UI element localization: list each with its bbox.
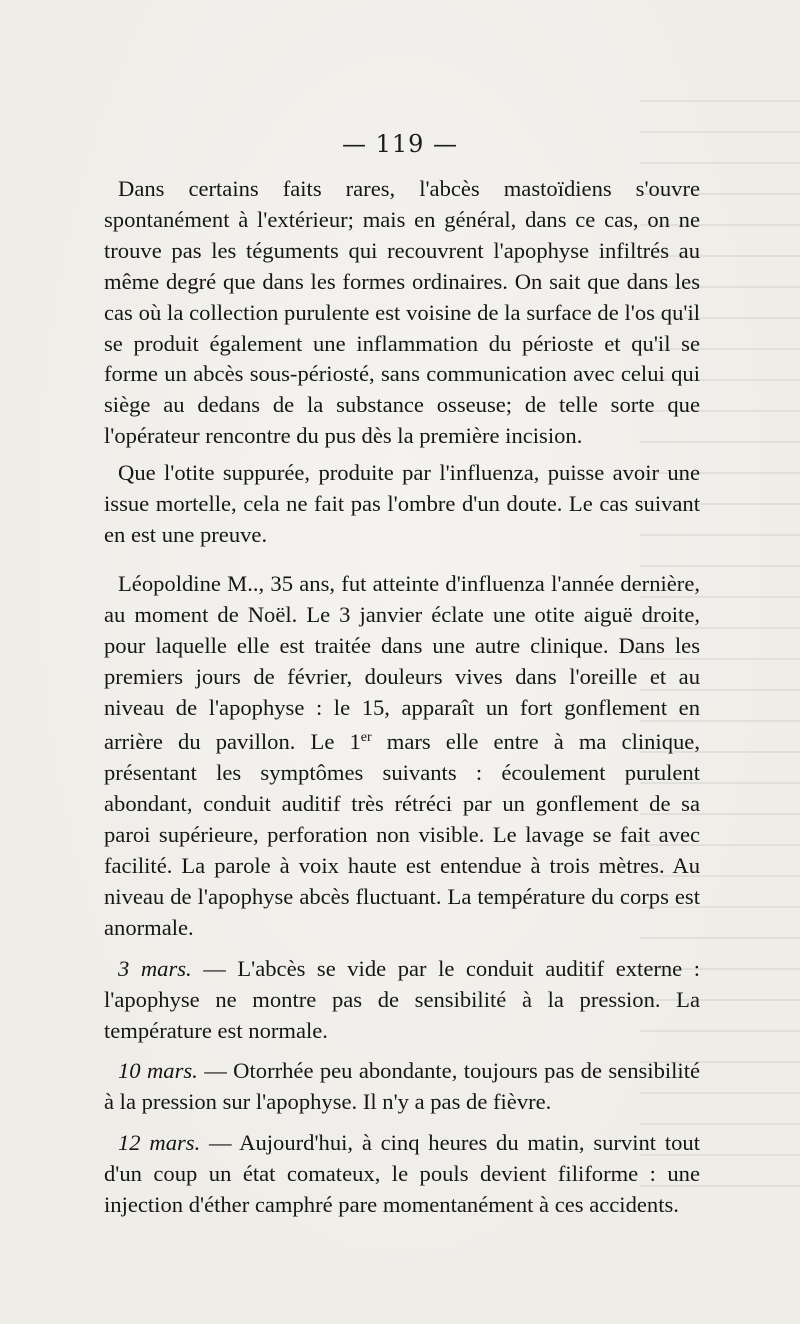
- superscript-er: er: [360, 730, 372, 746]
- entry-3-mars: [104, 954, 700, 1047]
- entry-date: 10 mars.: [118, 1058, 198, 1084]
- entry-text: — Aujourd'hui, à cinq heures du matin, survint tout d'un coup un état comateux, le pouls devient filiforme : une injection d'éther camphré pare momentanément à ces accidents.: [104, 1130, 701, 1218]
- paragraph-3-part-1: Léopoldine M.., 35 ans, fut atteinte d'influenza l'année dernière, au moment de Noël. Le 3 janvier éclate une otite aiguë droite, pour laquelle elle est traitée dans une autre clinique. Dans les premiers jours de février, douleurs vives dans l'oreille et au niveau de l'apophyse : le 15, apparaît un fort gonflement en arrière du pavillon. Le 1: [104, 570, 700, 755]
- paragraph-3: [104, 569, 700, 944]
- page-number: — 119 —: [341, 130, 459, 158]
- paragraph-2: Que l'otite suppurée, produite par l'influenza, puisse avoir une issue mortelle, cela ne fait pas l'ombre d'un doute. Le cas suivant en est une preuve.: [104, 460, 700, 547]
- entry-12-mars: [104, 1128, 700, 1221]
- entry-10-mars: [104, 1056, 700, 1118]
- entry-text: — L'abcès se vide par le conduit auditif externe : l'apophyse ne montre pas de sensibilité à la pression. La température est normale.: [104, 955, 700, 1043]
- entry-date: 3 mars.: [118, 955, 192, 981]
- paragraph-1: Dans certains faits rares, l'abcès mastoïdiens s'ouvre spontanément à l'extérieur; mais en général, dans ce cas, on ne trouve pas les téguments qui recouvrent l'apophyse infiltrés au même degré que dans les formes ordinaires. On sait que dans les cas où la collection purulente est voisine de la surface de l'os qu'il se produit également une inflammation du périoste et qu'il se forme un abcès sous-périosté, sans communication avec celui qui siège au dedans de la substance osseuse; de telle sorte que l'opérateur rencontre du pus dès la première incision.: [104, 176, 700, 449]
- entry-date: 12 mars.: [118, 1130, 201, 1156]
- entry-text: — Otorrhée peu abondante, toujours pas de sensibilité à la pression sur l'apophyse. Il n'y a pas de fièvre.: [104, 1058, 701, 1115]
- paragraph-3-part-2: mars elle entre à ma clinique, présentant les symptômes suivants : écoulement purulent abondant, conduit auditif très rétréci par un gonflement de sa paroi supérieure, perforation non visible. Le lavage se fait avec facilité. La parole à voix haute est entendue à trois mètres. Au niveau de l'apophyse abcès fluctuant. La température du corps est anormale.: [104, 729, 700, 940]
- body-text: [104, 174, 700, 1221]
